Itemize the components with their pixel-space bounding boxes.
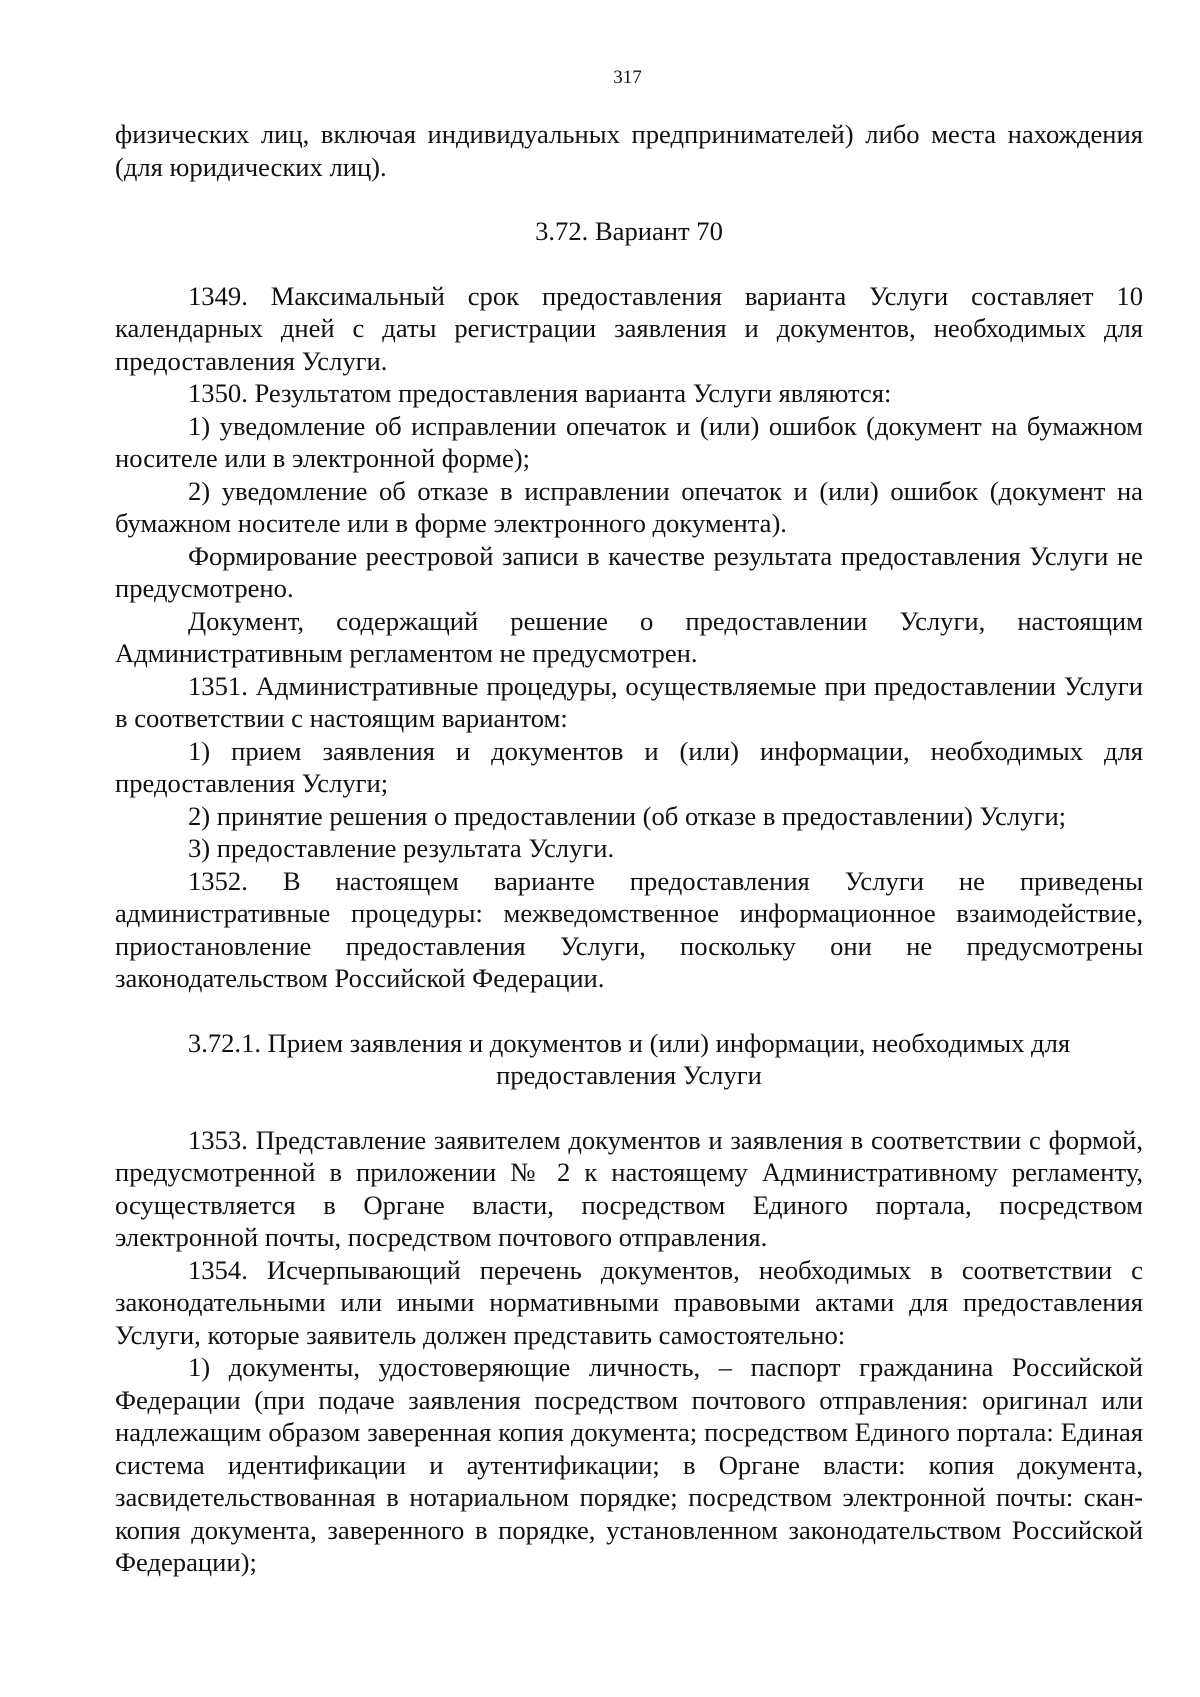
paragraph-decision-document: Документ, содержащий решение о предоставлении Услуги, настоящим Административным регламентом не предусмотрен. [115,605,1143,668]
paragraph-1350: 1350. Результатом предоставления варианта Услуги являются: [188,378,892,408]
paragraph-1354: 1354. Исчерпывающий перечень документов, необходимых в соответствии с законодательными или иными нормативными правовыми актами для предоставления Услуги, которые заявитель должен представить самостоятельно: [115,1254,1143,1350]
paragraph-registry-record: Формирование реестровой записи в качестве результата предоставления Услуги не предусмотрено. [115,540,1143,603]
paragraph-continuation: физических лиц, включая индивидуальных предпринимателей) либо места нахождения (для юридических лиц). [115,119,1143,182]
paragraph-1353: 1353. Представление заявителем документов и заявления в соответствии с формой, предусмотренной в приложении № 2 к настоящему Административному регламенту, осуществляется в Органе власти, посредством Единого портала, посредством электронной почты, посредством почтового отправления. [115,1124,1143,1252]
list-item-1354-1: 1) документы, удостоверяющие личность, – паспорт гражданина Российской Федерации (при подаче заявления посредством почтового отправления: оригинал или надлежащим образом заверенная копия документа; посредством Единого портала: Единая система идентификации и аутентификации; в Органе власти: копия документа, засвидетельствованная в нотариальном порядке; посредством электронной почты: скан-копия документа, заверенного в порядке, установленном законодательством Российской Федерации); [115,1352,1143,1577]
paragraph-1351: 1351. Административные процедуры, осуществляемые при предоставлении Услуги в соответствии с настоящим вариантом: [115,670,1143,733]
list-item-1351-2: 2) принятие решения о предоставлении (об отказе в предоставлении) Услуги; [188,800,1067,831]
page-number: 317 [613,67,642,88]
paragraph-1352: 1352. В настоящем варианте предоставления Услуги не приведены административные процедуры: межведомственное информационное взаимодействие, приостановление предоставления Услуги, поскольку они не предусмотрены законодательством Российской Федерации. [115,865,1143,993]
paragraph-1349: 1349. Максимальный срок предоставления варианта Услуги составляет 10 календарных дней с даты регистрации заявления и документов, необходимых для предоставления Услуги. [115,280,1143,376]
document-body [115,118,1143,1579]
list-item-1351-3: 3) предоставление результата Услуги. [188,833,615,863]
list-item-1350-1: 1) уведомление об исправлении опечаток и (или) ошибок (документ на бумажном носителе или в электронной форме); [115,410,1143,473]
subsection-heading-line-2: предоставления Услуги [496,1060,762,1090]
list-item-1351-1: 1) прием заявления и документов и (или) информации, необходимых для предоставления Услуги; [115,735,1143,798]
subsection-heading [115,1027,1143,1092]
subsection-heading-line-1: 3.72.1. Прием заявления и документов и (или) информации, необходимых для [187,1027,1071,1058]
list-item-1350-2: 2) уведомление об отказе в исправлении опечаток и (или) ошибок (документ на бумажном носителе или в форме электронного документа). [115,475,1143,538]
section-heading: 3.72. Вариант 70 [535,216,723,246]
